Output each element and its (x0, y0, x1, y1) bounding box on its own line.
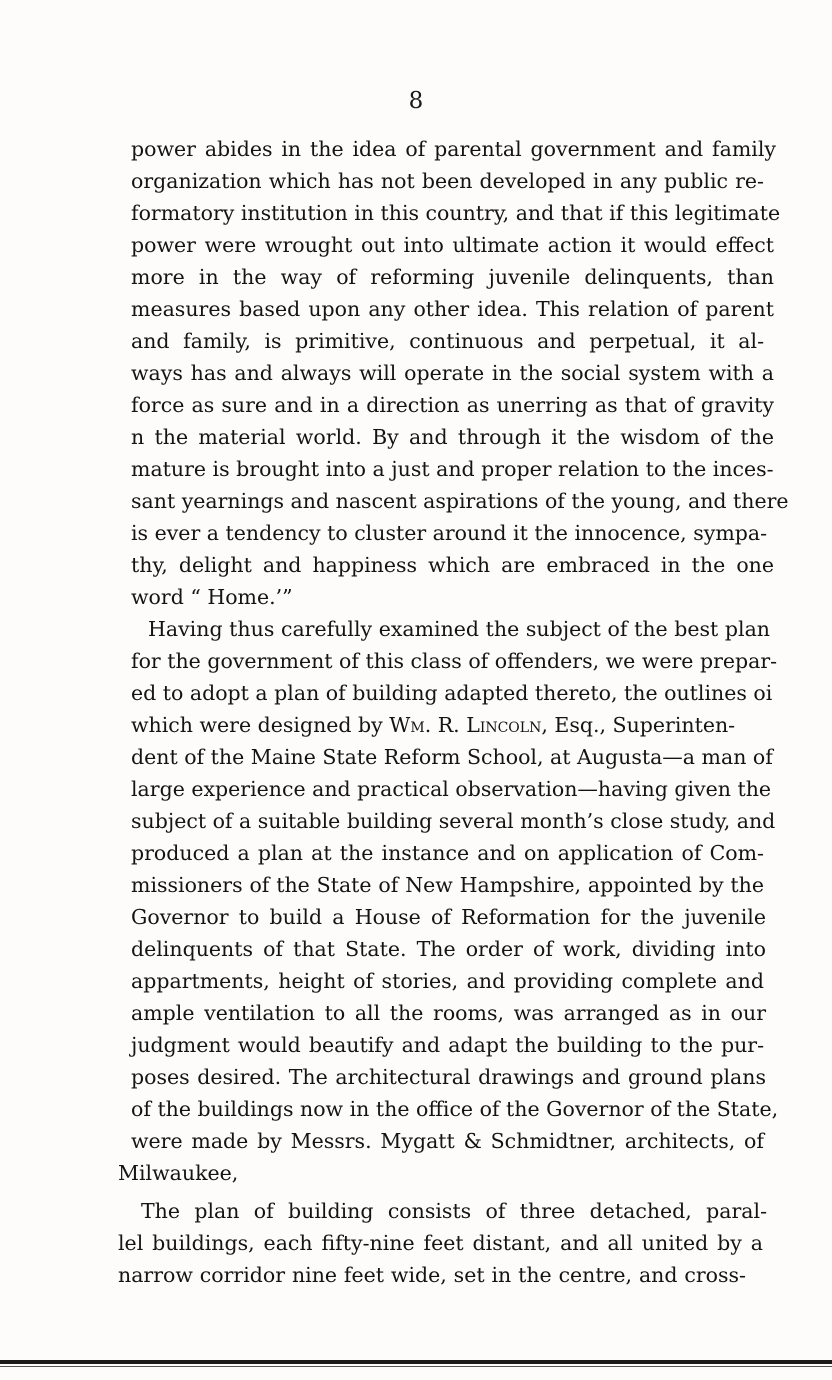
text-line: ed to adopt a plan of building adapted thereto, the outlines oi (131, 681, 773, 705)
text-line: organization which has not been developed in any public re- (131, 169, 764, 193)
text-line: produced a plan at the instance and on application of Com- (131, 841, 764, 865)
text-line: poses desired. The architectural drawings and ground plans (131, 1065, 766, 1089)
text-line: large experience and practical observation—having given the (131, 777, 772, 801)
text-line: is ever a tendency to cluster around it the innocence, sympa- (131, 521, 768, 545)
page-number: 8 (408, 88, 424, 114)
text-line: more in the way of reforming juvenile delinquents, than (131, 265, 774, 289)
text-segment: which were designed by (131, 713, 383, 737)
text-line: Having thus carefully examined the subject of the best plan (148, 617, 770, 641)
text-line: judgment would beautify and adapt the building to the pur- (131, 1033, 764, 1057)
text-line: ample ventilation to all the rooms, was arranged as in our (131, 1001, 766, 1025)
text-line: delinquents of that State. The order of work, dividing into (131, 937, 766, 961)
text-line: missioners of the State of New Hampshire, appointed by the (131, 873, 764, 897)
text-line: narrow corridor nine feet wide, set in the centre, and cross- (118, 1263, 746, 1287)
text-line: sant yearnings and nascent aspirations of the young, and there (131, 489, 789, 513)
text-line: of the buildings now in the office of the Governor of the State, (131, 1097, 779, 1121)
text-line: Milwaukee, (118, 1161, 239, 1185)
text-line: were made by Messrs. Mygatt & Schmidtner, architects, of (131, 1129, 764, 1153)
text-line: dent of the Maine State Reform School, at Augusta—a man of (131, 745, 773, 769)
text-line: The plan of building consists of three detached, paral- (141, 1199, 767, 1223)
text-line: power abides in the idea of parental government and family (131, 137, 776, 161)
person-name: Wm. R. Lincoln (389, 713, 542, 737)
text-line: formatory institution in this country, and that if this legitimate (131, 201, 781, 225)
text-segment: , Esq., Superinten- (541, 713, 736, 737)
text-line: power were wrought out into ultimate action it would effect (131, 233, 774, 257)
text-line: measures based upon any other idea. This relation of parent (131, 297, 774, 321)
text-line: thy, delight and happiness which are embraced in the one (131, 553, 774, 577)
text-line-with-name (131, 709, 764, 741)
text-line: subject of a suitable building several month’s close study, and (131, 809, 776, 833)
text-line: force as sure and in a direction as unerring as that of gravity (131, 393, 774, 417)
text-line: for the government of this class of offenders, we were prepar- (131, 649, 778, 673)
page-bottom-border (0, 1360, 832, 1364)
text-line: appartments, height of stories, and providing complete and (131, 969, 764, 993)
text-line: and family, is primitive, continuous and perpetual, it al- (131, 329, 764, 353)
text-line: word “ Home.’” (131, 585, 293, 609)
page-bottom-border-thin (0, 1366, 832, 1367)
text-line: lel buildings, each fifty-nine feet distant, and all united by a (118, 1231, 763, 1255)
text-line: mature is brought into a just and proper relation to the inces- (131, 457, 774, 481)
text-line: Governor to build a House of Reformation for the juvenile (131, 905, 766, 929)
text-line: n the material world. By and through it the wisdom of the (131, 425, 774, 449)
text-line: ways has and always will operate in the social system with a (131, 361, 774, 385)
